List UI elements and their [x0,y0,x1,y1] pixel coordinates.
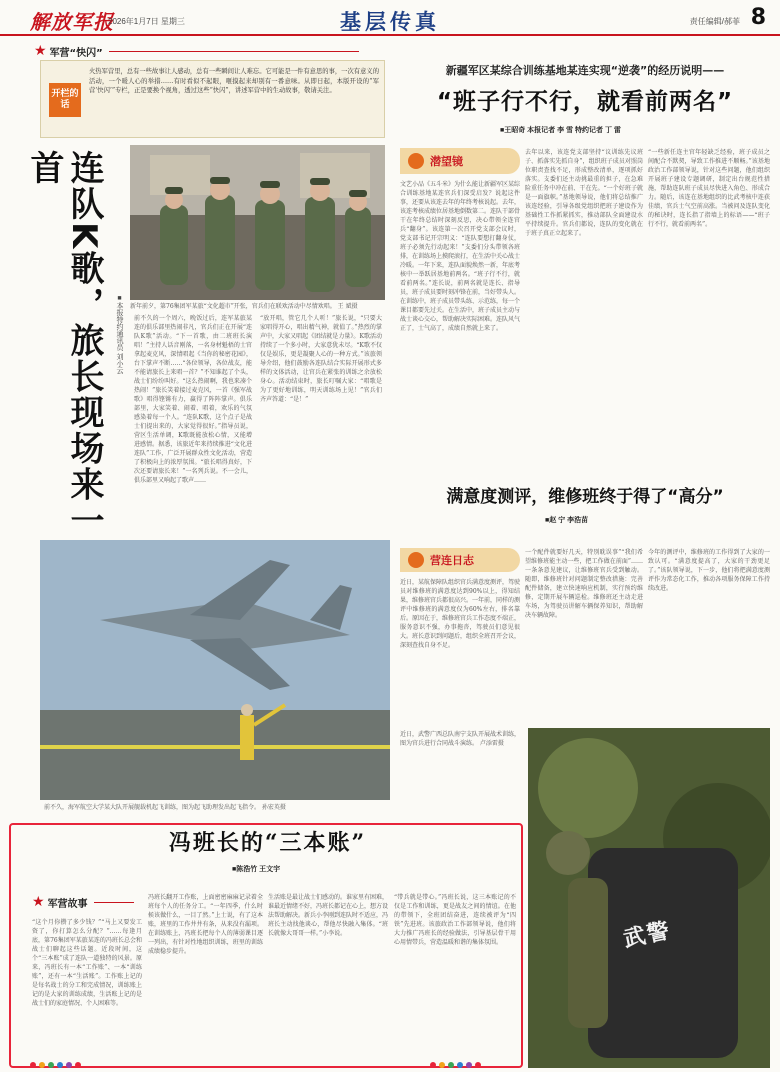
fengbanzhang-headline: 冯班长的“三本账” [168,830,367,856]
soldiers-photo [130,145,385,300]
star-icon: ★ [32,894,45,910]
manyidu-label: 营连日志 [430,554,474,567]
editor-credit: 责任编辑/郝菲 [689,17,740,26]
kuaishan-body-cont: “放开唱，管它几个人听！”旅长说，“只要大家唱得开心，唱出精气神，就值了。”热烈的掌声中，大家又唱起《团结就是力量》。K歌活动持续了一个多小时，大家意犹未尽。“K歌不仅仅是娱乐，更是凝聚人心的一种方式。”该旅领导介绍，他们鼓励各连队结合实际开展形式多样的文体活动，让官兵在紧张的训练之余放松身心。活动结束时，旅长叮嘱大家：“唱歌是为了更好地训练，明天训练场上见！”官兵们齐声答道：“是！” [260,315,382,403]
sun-icon [408,153,424,169]
flag-icon [408,552,424,568]
fengbanzhang-body-4: “带兵就是带心。”冯班长说，这三本账记的不仅是工作和训练，更是战友之间的情谊。在他的带领下，全班团结奋进，连续被评为“四铁”先进班。该旅政治工作部领导说，他们将大力推广冯班长的经验做法，引导基层骨干用心用情带兵，营造温暖和谐的集体氛围。 [394,894,516,946]
kuaishan-photo-caption: 新年前夕，第76集团军某旅“文化超市”开张，官兵们在联欢活动中尽情欢唱。 王 斌摄 [130,303,358,310]
banzhang-label-box [400,148,520,174]
banzhang-headline: “班子行不行，就看前两名” [436,89,734,115]
intro-text: 火热军营里，总有一些故事让人感动，总有一些瞬间让人难忘。它可能是一件有意思的事，一次有意义的活动，一个暖人心的举措……有时看似不起眼，咂摸起来却别有一番意味。从即日起，本版开设的“军营‘快闪’”专栏，正是要换个视角，透过这些“快闪”，讲述军营中的生动故事，敬请关注。 [89,68,379,94]
section-title: 基层传真 [340,10,440,34]
star-icon: ★ [34,43,47,59]
banzhang-body-2: 去年以来，该连党支部坚持“议训练先议班子、抓落实先抓自身”，组织班子成员对照岗位职责查找不足，形成整改清单，逐项抓好落实。支委们还主动挑最重的担子，在急难险重任务中冲在前、干在先。“一个好班子就是一面旗帜。”基地领导说，他们将总结推广该连经验，引导各级党组织把班子建设作为基础性工作抓紧抓实，推动部队全面建设水平持续提升。官兵们都说，连队的变化就在于班子真正立起来了。 [525,149,643,237]
kuaishan-label: ★ 军营“快闪” [34,42,359,60]
fengbanzhang-body-3: 生活账是最让战士们感动的。谁家里有困难，谁最近情绪不好，冯班长都记在心上，想方设法帮助解决。新兵小李刚到连队时不适应，冯班长主动找他谈心，帮他尽快融入集体。“班长就像大哥哥一样。”小李说。 [268,894,388,937]
issue-date: 2026年1月7日 星期三 [108,17,185,26]
fengbanzhang-label: ★ 军营故事 [32,893,134,911]
kuaishan-body: 前不久的一个周六，晚饭过后，连军某旅某连的俱乐部里热闹非凡，官兵们正在开展“连队K歌”活动。“下一首歌，由二班班长演唱！”主持人话音刚落，一名身材魁梧的士官拿起麦克风，深情唱起《当你的秘密花园》，台下掌声不断……“各位领导，各位战友，能不能请旅长上来唱一首？”不知谁起了个头，战士们纷纷叫好。“这么热闹啊，我也来凑个热闹！”旅长笑着接过麦克风，一首《强军战歌》唱得铿锵有力，赢得了阵阵掌声。俱乐部里，大家笑着、闹着、唱着，欢乐的气氛感染着每一个人。“连队K歌，这个点子是战士们提出来的，大家觉得很好。”指导员说，营区生活单调，K歌既能放松心情，又能增进感情。据悉，该旅近年来持续推进“文化进连队”工作，广泛开展群众性文化活动，营造了积极向上的浓厚氛围。“旅长唱得真好，下次还要请旅长来！”一名列兵说。不一会儿，俱乐部里又响起了歌声…… [134,315,252,484]
banzhang-body-3: “一些新任连主官年轻缺乏经验，班子成员之间配合不默契，导致工作推进不顺畅。”该基地政治工作部领导说，针对这些问题，他们组织开展班子建设专题调研，制定出台规范性措施，帮助连队班子成员尽快进入角色、形成合力。随后，该连在基地组织的比武考核中连获佳绩，官兵士气空前高涨。当被问及连队变化的秘诀时，连长指了指墙上的标语——“班子行不行，就看前两名”。 [648,149,770,228]
aircraft-photo [40,540,390,800]
masthead [0,0,780,36]
manyidu-label-box [400,548,520,572]
fengbanzhang-body: “这个月你攒了多少钱？”“马上又要发工资了，你打算怎么分配？”……每逢月底，第76集团军某旅某连的冯班长总会和战士们聊起这些话题。近段时间，这个“三本账”成了连队一道独特的风景。原来，冯班长有一本“工作账”、一本“训练账”，还有一本“生活账”。工作账上记的是每名战士的分工和完成情况，训练账上记的是大家的训练成绩，生活账上记的是战士们的家庭情况、个人困难等。 [32,919,142,1007]
fengbanzhang-byline: ■陈浩竹 王文宇 [232,866,281,873]
banzhang-kicker: 新疆军区某综合训练基地某连实现“逆袭”的经历说明—— [445,64,725,77]
manyidu-body-3: 今年的测评中，维修班的工作得到了大家的一致认可。“满意度提高了，大家的干劲更足了。”该队领导说，下一步，他们将把满意度测评作为常态化工作，推动各项服务保障工作持续改进。 [648,549,770,592]
banzhang-byline: ■王昭奇 本报记者 李 雪 特约记者 丁 雷 [500,127,621,134]
soldiers-illustration [130,145,385,300]
newspaper-logo: 解放军报 [30,10,114,34]
intro-box [40,60,385,138]
side-caption: 近日，武警广西总队南宁支队开展战术训练，图为官兵进行合同战斗演练。 卢添雷摄 [400,731,521,747]
fighter-jet-illustration [40,540,390,800]
page-number: 8 [750,5,766,30]
aircraft-photo-caption: 前不久，海军航空大学某大队开展舰载机起飞训练，图为起飞助理发出起飞指令。 孙宏英摄 [44,804,286,811]
manyidu-body-2: 一个配件就要好几天，特别耽误事”“我们希望维修班能主动一些，把工作做在前面”……一条条意见建议，让维修班官兵受到触动。随即，维修班针对问题制定整改措施：完善配件储备，建立快速响应机制，实行预约维修，定期开展车辆巡检。维修班还主动走进车场，为驾驶员讲解车辆保养知识，帮助解决车辆故障。 [525,549,643,619]
divider [94,902,134,903]
kuaishan-headline: 连队K歌，旅长现场来一首 [24,150,104,539]
armed-police-photo [528,728,770,1068]
manyidu-headline: 满意度测评，维修班终于得了“高分” [446,487,724,507]
column-tag: 开栏的话 [49,83,81,117]
manyidu-byline: ■赵 宁 李浩苗 [545,517,589,524]
manyidu-body: 近日，某航保障队组织官兵满意度测评，驾驶员对维修班的满意度达到90%以上，得知结果，维修班官兵都很高兴。一年前，同样的测评中维修班的满意度仅为60%左右，排名靠后。原因在于，维修班官兵工作态度不端正，服务意识不强，办事拖沓，驾驶员们意见很大。班长意识到问题后，组织全班召开会议，深刻查找自身不足。 [400,579,520,649]
decorative-dots-left [30,1062,81,1068]
banzhang-label: 潜望镜 [430,155,463,168]
fengbanzhang-body-2: 冯班长翻开工作账，上面密密麻麻记录着全班每个人的任务分工。“一年四季，什么时候该做什么，一目了然。”上士说，有了这本账，班里的工作井井有条，从来没有漏项。在训练账上，冯班长把每个人的薄弱课目逐一列出，有针对性地组织训练，班里的训练成绩稳步提升。 [148,894,263,955]
police-shield-illustration [528,728,770,1068]
shield-text: 武警 [621,918,674,953]
kuaishan-byline: ■本报特约通讯员 刘小云 [116,295,123,374]
decorative-dots-right [430,1062,481,1068]
banzhang-body: 文艺小品《五斗米》为什么能让新疆军区某综合训练基地某连官兵们深受启发？说起这件事，还要从该连去年的年终考核说起。去年，该连考核成绩位居基地倒数第二。连队干部骨干在年终总结时深刻反思，决心带领全连官兵“翻身”。该连第一次召开党支部会议时，党支部书记开宗明义：“连队要想打翻身仗，班子必须先行动起来！”支委们分头带领各班排，在训练场上摸爬滚打，在生活中关心战士冷暖。一年下来，连队面貌焕然一新，年底考核中一举跃居基地前两名。“班子行不行，就看前两名。”连长说，前两名就是连长、指导员，班子成员要时刻冲锋在前，当好带头人。在训练中，班子成员带头练、示范练，每一个课目都要先过关。在生活中，班子成员主动与战士谈心交心，帮助解决实际困难。连队风气正了，士气高了，成绩自然就上来了。 [400,181,520,332]
divider [109,51,359,52]
